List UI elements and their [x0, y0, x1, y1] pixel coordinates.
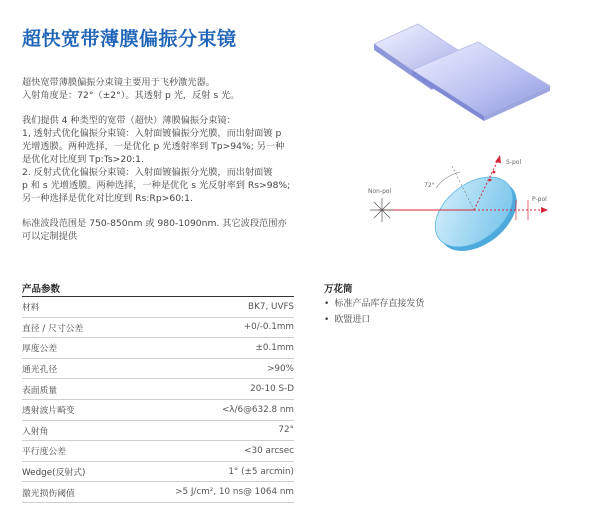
params-row [22, 337, 294, 358]
param-value: 1° (±5 arcmin) [228, 466, 294, 477]
kaleidoscope-heading: 万花筒 [324, 284, 353, 295]
params-row [22, 399, 294, 420]
intro-line: 光增透膜。两种选择，一是优化 p 光透射率到 Tp>94%; 另一种 [22, 141, 285, 152]
intro-line: 标准波段范围是 750-850nm 或 980-1090nm. 其它波段范围亦 [22, 218, 287, 229]
intro-text [22, 76, 352, 243]
params-row [22, 420, 294, 441]
param-name: 入射角 [22, 426, 49, 437]
param-name: 激光损伤阈值 [22, 488, 75, 499]
intro-line: 1, 透射式优化偏振分束镜：入射面镀偏振分光膜，而出射面镀 p [22, 128, 282, 139]
param-value: >5 J/cm², 10 ns@ 1064 nm [175, 487, 294, 498]
param-name: 通光孔径 [22, 365, 58, 376]
label-spol: S-pol [506, 159, 522, 166]
params-row [22, 378, 294, 399]
params-row [22, 481, 294, 503]
intro-line: 我们提供 4 种类型的宽带（超快）薄膜偏振分束镜： [22, 115, 236, 126]
param-name: Wedge(反射式) [22, 468, 86, 479]
label-angle: 72° [424, 182, 435, 189]
param-name: 表面质量 [22, 385, 58, 396]
param-value: 72° [278, 425, 294, 436]
param-value: +0/-0.1mm [243, 322, 294, 333]
param-name: 直径 / 尺寸公差 [22, 323, 84, 334]
param-value: >90% [267, 363, 294, 374]
list-item: • 欧盟进口 [324, 312, 424, 328]
polarization-diagram [366, 150, 561, 255]
intro-line: 可以定制提供 [22, 231, 78, 242]
param-name: 材料 [22, 303, 40, 314]
param-name: 厚度公差 [22, 344, 58, 355]
params-row [22, 317, 294, 338]
param-value: <λ/6@632.8 nm [221, 404, 294, 415]
param-name: 透射波片畸变 [22, 406, 75, 417]
intro-line: 是优化对比度到 Tp:Ts>20:1. [22, 154, 144, 165]
intro-line: 另一种选择是优化对比度到 Rs:Rp>60:1. [22, 193, 193, 204]
intro-line: p 和 s 光增透膜。两种选择，一种是优化 s 光反射率到 Rs>98%; [22, 180, 291, 191]
params-row [22, 358, 294, 379]
kaleidoscope-list [324, 296, 424, 328]
param-value: 20-10 S-D [250, 384, 294, 395]
list-item: • 标准产品库存直接发货 [324, 296, 424, 312]
intro-line: 2. 反射式优化偏振分束镜：入射面镀偏振分光膜，而出射面镀 [22, 167, 273, 178]
params-row [22, 296, 294, 317]
params-heading: 产品参数 [22, 284, 61, 295]
param-value: ±0.1mm [255, 342, 294, 353]
intro-line: 入射角度是：72°（±2°）。其透射 p 光，反射 s 光。 [22, 90, 240, 101]
page-title: 超快宽带薄膜偏振分束镜 [22, 28, 237, 50]
params-row [22, 461, 294, 482]
params-row [22, 440, 294, 461]
product-photo [366, 22, 556, 122]
param-value: <30 arcsec [244, 445, 294, 456]
param-name: 平行度公差 [22, 447, 66, 458]
params-table [22, 296, 294, 503]
label-ppol: P-pol [532, 196, 547, 203]
intro-line: 超快宽带薄膜偏振分束镜主要用于飞秒激光器。 [22, 77, 215, 88]
label-nonpol: Non-pol [368, 188, 392, 195]
param-value: BK7, UVFS [248, 301, 294, 312]
